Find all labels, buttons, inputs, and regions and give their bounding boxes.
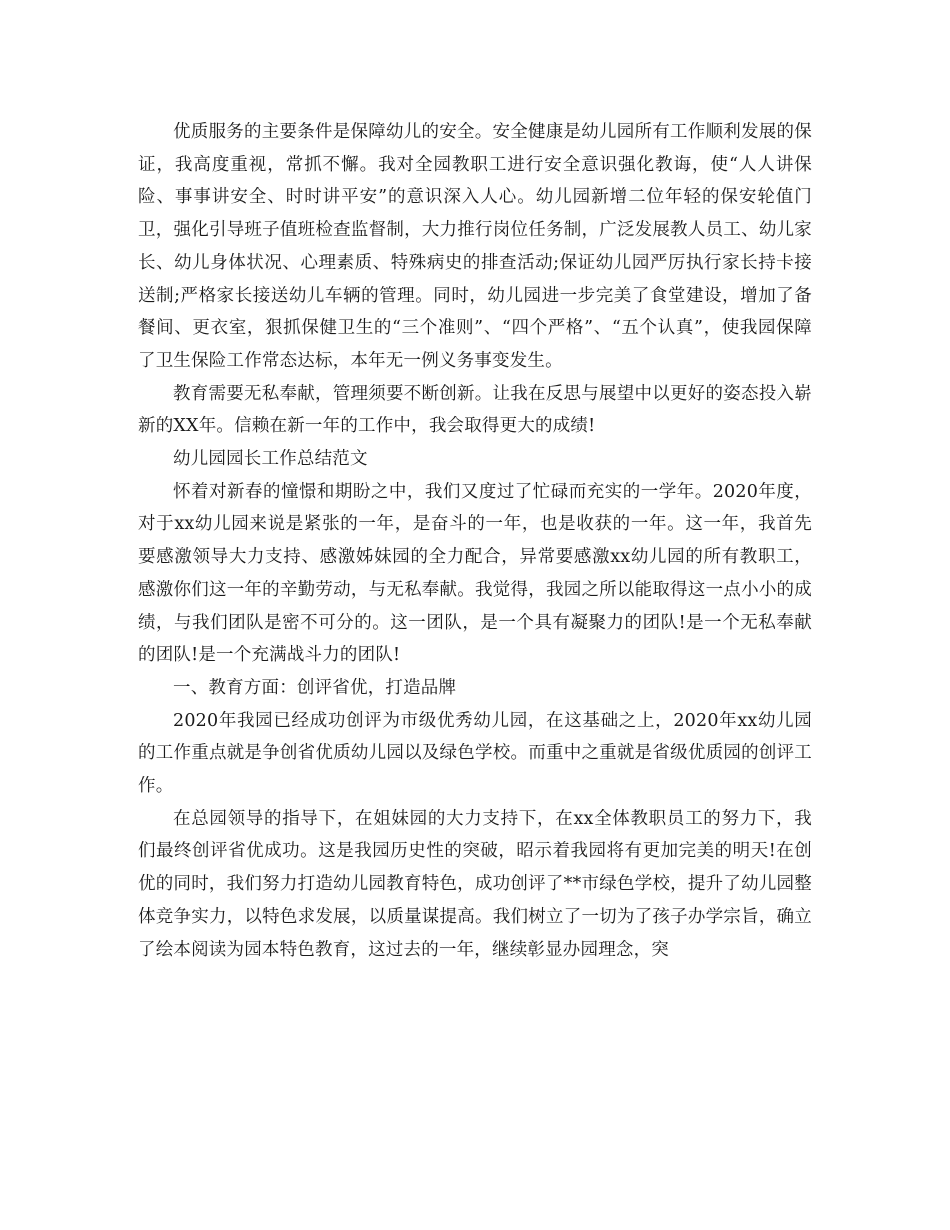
paragraph-safety: 优质服务的主要条件是保障幼儿的安全。安全健康是幼儿园所有工作顺利发展的保证，我高度重视，常抓不懈。我对全园教职工进行安全意识强化教诲，使“人人讲保险、事事讲安全、时时讲平安”的意识深入人心。幼儿园新增二位年轻的保安轮值门卫，强化引导班子值班检查监督制，大力推行岗位任务制，广泛发展教人员工、幼儿家长、幼儿身体状况、心理素质、特殊病史的排查活动;保证幼儿园严厉执行家长持卡接送制;严格家长接送幼儿车辆的管理。同时，幼儿园进一步完美了食堂建设，增加了备餐间、更衣室，狠抓保健卫生的“三个准则”、“四个严格”、“五个认真”，使我园保障了卫生保险工作常态达标，本年无一例义务事变发生。: [138, 122, 812, 371]
document-body: [138, 116, 812, 966]
paragraph-2020-goal: 2020年我园已经成功创评为市级优秀幼儿园，在这基础之上，2020年xx幼儿园的工作重点就是争创省优质幼儿园以及绿色学校。而重中之重就是省级优质园的创评工作。: [138, 710, 812, 797]
paragraph-achievement: 在总园领导的指导下，在姐妹园的大力支持下，在xx全体教职员工的努力下，我们最终创评省优成功。这是我园历史性的突破，昭示着我园将有更加完美的明天!在创优的同时，我们努力打造幼儿园教育特色，成功创评了**市绿色学校，提升了幼儿园整体竞争实力，以特色求发展，以质量谋提高。我们树立了一切为了孩子办学宗旨，确立了绘本阅读为园本特色教育，这过去的一年，继续彰显办园理念，突: [138, 808, 812, 960]
section-title: 幼儿园园长工作总结范文: [173, 449, 368, 470]
paragraph-closing: 教育需要无私奉献，管理须要不断创新。让我在反思与展望中以更好的姿态投入崭新的XX年。信赖在新一年的工作中，我会取得更大的成绩!: [138, 383, 812, 437]
paragraph-intro: 怀着对新春的憧憬和期盼之中，我们又度过了忙碌而充实的一学年。2020年度，对于xx幼儿园来说是紧张的一年，是奋斗的一年，也是收获的一年。这一年，我首先要感激领导大力支持、感激姊妹园的全力配合，异常要感激xx幼儿园的所有教职工，感激你们这一年的辛勤劳动，与无私奉献。我觉得，我园之所以能取得这一点小小的成绩，与我们团队是密不可分的。这一团队，是一个具有凝聚力的团队!是一个无私奉献的团队!是一个充满战斗力的团队!: [138, 481, 812, 666]
heading-education: 一、教育方面：创评省优，打造品牌: [173, 677, 457, 698]
